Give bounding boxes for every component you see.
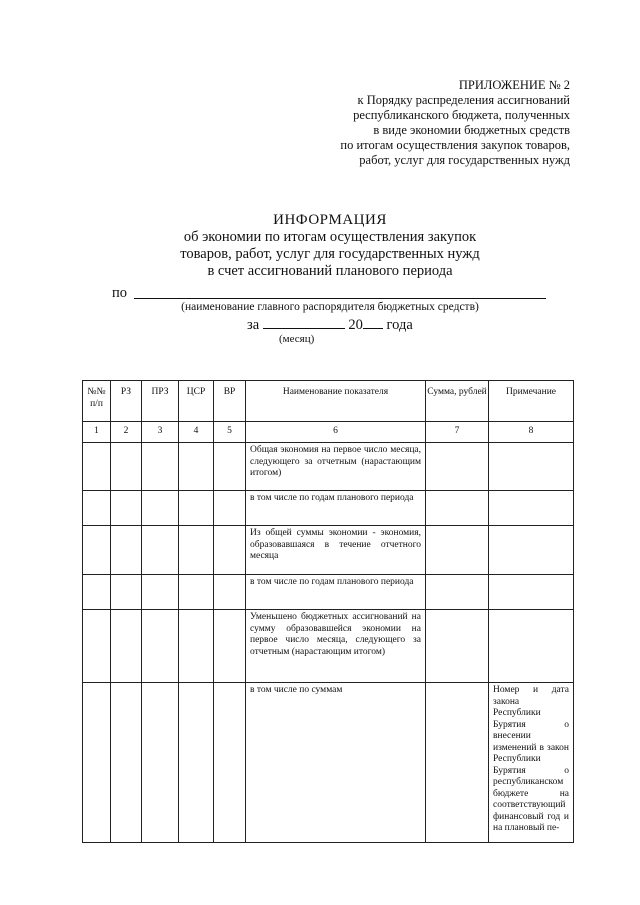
sum-cell[interactable] (426, 526, 489, 575)
col-number: 5 (214, 422, 246, 443)
note-cell[interactable] (489, 526, 574, 575)
col-number: 7 (426, 422, 489, 443)
table-row (83, 575, 574, 610)
sum-cell[interactable] (426, 575, 489, 610)
appendix-line: к Порядку распределения ассигнований (357, 93, 570, 107)
col-header-csr: ЦСР (179, 381, 214, 422)
year-prefix: 20 (348, 317, 363, 333)
indicator-name: в том числе по годам планового периода (246, 491, 426, 526)
indicator-name: в том числе по годам планового периода (246, 575, 426, 610)
po-label: по (112, 285, 128, 301)
col-header-num: №№ п/п (83, 381, 111, 422)
economy-table (82, 380, 574, 843)
col-number: 2 (111, 422, 142, 443)
indicator-name: Из общей суммы экономии - экономия, образовавшаяся в течение отчетного месяца (246, 526, 426, 575)
indicator-name: Общая экономия на первое число месяца, следующего за отчетным (нарастающим итогом) (246, 443, 426, 491)
appendix-line: республиканского бюджета, полученных (353, 108, 570, 122)
col-header-prz: ПРЗ (142, 381, 179, 422)
table-row (83, 610, 574, 683)
appendix-block (270, 78, 570, 168)
heading-line: товаров, работ, услуг для государственных нужд (180, 246, 480, 262)
note-cell[interactable] (489, 575, 574, 610)
document-heading (0, 212, 640, 280)
col-number: 4 (179, 422, 214, 443)
appendix-line: в виде экономии бюджетных средств (373, 123, 570, 137)
month-blank[interactable] (263, 316, 345, 329)
appendix-title: ПРИЛОЖЕНИЕ № 2 (458, 78, 570, 92)
indicator-name: в том числе по суммам (246, 683, 426, 843)
indicator-name: Уменьшено бюджетных ассигнований на сумму образовавшейся экономии на первое число месяца, следующего за отчетным (нарастающим итогом) (246, 610, 426, 683)
organization-name-line[interactable] (134, 298, 546, 299)
heading-line: в счет ассигнований планового периода (207, 263, 453, 279)
col-number: 6 (246, 422, 426, 443)
col-number: 1 (83, 422, 111, 443)
col-header-vr: ВР (214, 381, 246, 422)
note-cell[interactable]: Номер и дата закона Республики Бурятия о внесении изменений в закон Республики Бурятия о республиканском бюджете на соответствующий финансовый год и на плановый пе- (489, 683, 574, 843)
year-suffix: года (386, 317, 413, 333)
col-header-sum: Сумма, рублей (426, 381, 489, 422)
table-row (83, 491, 574, 526)
sum-cell[interactable] (426, 683, 489, 843)
organization-name-caption: (наименование главного распорядителя бюджетных средств) (181, 301, 479, 313)
header-row (83, 381, 574, 422)
col-number: 8 (489, 422, 574, 443)
table-row (83, 443, 574, 491)
year-blank[interactable] (363, 316, 383, 329)
note-cell[interactable] (489, 610, 574, 683)
document-title: ИНФОРМАЦИЯ (273, 212, 387, 228)
col-header-note: Примечание (489, 381, 574, 422)
period-row (247, 316, 413, 334)
column-numbers-row (83, 422, 574, 443)
col-number: 3 (142, 422, 179, 443)
note-cell[interactable] (489, 443, 574, 491)
appendix-line: работ, услуг для государственных нужд (359, 153, 570, 167)
appendix-line: по итогам осуществления закупок товаров, (340, 138, 570, 152)
month-caption: (месяц) (279, 333, 315, 345)
note-cell[interactable] (489, 491, 574, 526)
col-header-indicator: Наименование показателя (246, 381, 426, 422)
sum-cell[interactable] (426, 610, 489, 683)
sum-cell[interactable] (426, 443, 489, 491)
table-row (83, 526, 574, 575)
table-row (83, 683, 574, 843)
heading-line: об экономии по итогам осуществления закупок (183, 229, 477, 245)
za-label: за (247, 317, 260, 333)
col-header-rz: РЗ (111, 381, 142, 422)
sum-cell[interactable] (426, 491, 489, 526)
